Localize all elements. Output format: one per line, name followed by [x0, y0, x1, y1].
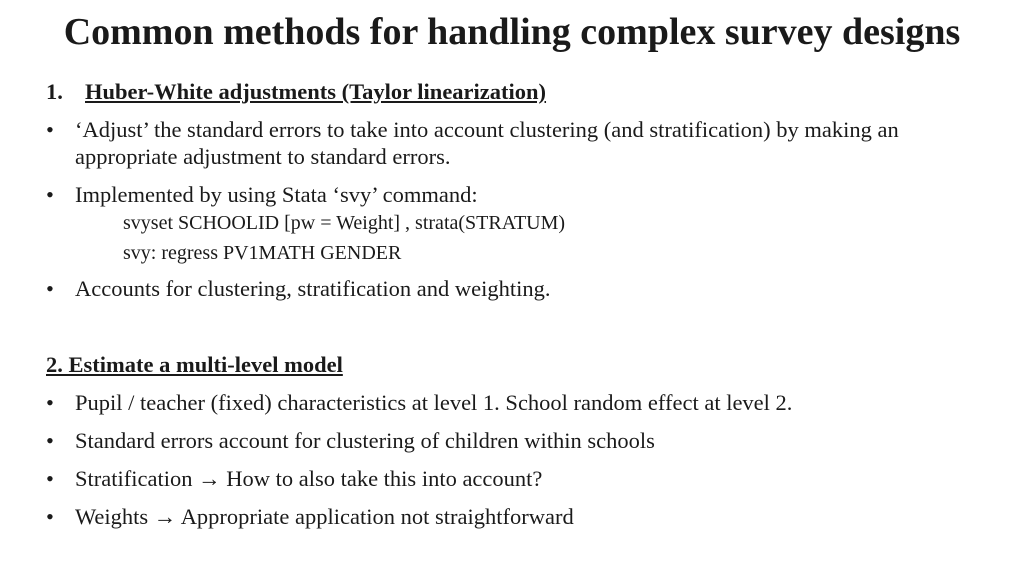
bullet-icon: •: [46, 276, 54, 301]
code-line: svyset SCHOOLID [pw = Weight] , strata(STRATUM): [123, 212, 566, 234]
bullet-item: [46, 389, 996, 416]
bullet-text: Pupil / teacher (fixed) characteristics at level 1. School random effect at level 2.: [75, 390, 793, 415]
bullet-text: Accounts for clustering, stratification and weighting.: [75, 276, 551, 301]
bullet-item: [46, 465, 996, 492]
bullet-item: [46, 275, 996, 302]
bullet-icon: •: [46, 390, 54, 415]
bullet-text: Standard errors account for clustering of children within schools: [75, 428, 655, 453]
section-1-heading: [46, 78, 996, 105]
slide-content: [46, 78, 996, 530]
bullet-item: [46, 181, 996, 208]
slide-title: Common methods for handling complex survey designs: [63, 11, 961, 53]
bullet-item: [46, 427, 996, 454]
bullet-icon: •: [46, 504, 54, 529]
bullet-icon: •: [46, 466, 54, 491]
section-1-heading-text: Huber-White adjustments (Taylor linearization): [85, 79, 547, 104]
bullet-text: Weights → Appropriate application not straightforward: [75, 504, 574, 529]
bullet-icon: •: [46, 428, 54, 453]
bullet-text: ‘Adjust’ the standard errors to take into account clustering (and stratification) by making an appropriate adjustment to standard errors.: [75, 117, 899, 169]
section-1-number: 1.: [46, 79, 63, 104]
section-2-heading: 2. Estimate a multi-level model: [46, 352, 343, 377]
code-line: svy: regress PV1MATH GENDER: [123, 242, 402, 264]
bullet-item: [46, 116, 996, 170]
bullet-text: Implemented by using Stata ‘svy’ command:: [75, 182, 478, 207]
bullet-icon: •: [46, 117, 54, 142]
bullet-item: [46, 503, 996, 530]
bullet-text: Stratification → How to also take this into account?: [75, 466, 543, 491]
bullet-icon: •: [46, 182, 54, 207]
